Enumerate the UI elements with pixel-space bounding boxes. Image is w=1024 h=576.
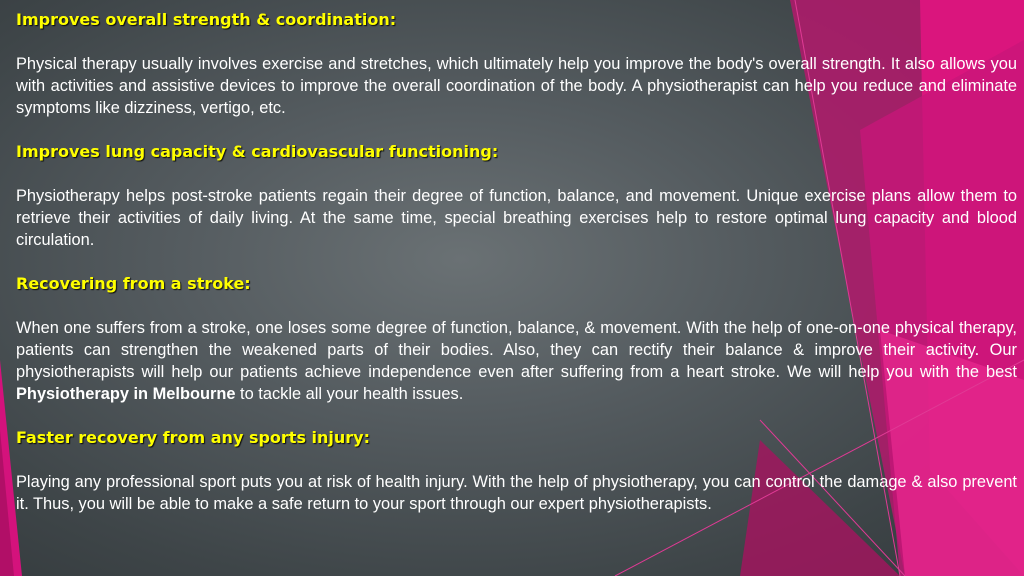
paragraph-text: When one suffers from a stroke, one loses some degree of function, balance, & movement. With the help of one-on-one physical therapy, patients can strengthen the weakened parts of their bodies. Also, they can rectify their balance & improve their activity. Our physiotherapists will help our patients achieve independence even after suffering from a heart stroke. We will help you with the best (16, 319, 1017, 381)
section-lung (16, 141, 1017, 251)
slide-content (16, 9, 1017, 537)
section-heading: Improves overall strength & coordination: (16, 10, 397, 29)
section-paragraph: Physiotherapy helps post-stroke patients regain their degree of function, balance, and movement. Unique exercise plans allow them to retrieve their activities of daily living. At the same time, special breathing exercises help to restore optimal lung capacity and blood circulation. (16, 187, 1017, 249)
physiotherapy-melbourne-link[interactable]: Physiotherapy in Melbourne (16, 385, 236, 403)
section-stroke (16, 273, 1017, 405)
section-paragraph: Physical therapy usually involves exercise and stretches, which ultimately help you improve the body's overall strength. It also allows you with activities and assistive devices to improve the overall coordination of the body. A physiotherapist can help you reduce and eliminate symptoms like dizziness, vertigo, etc. (16, 55, 1017, 117)
paragraph-text: to tackle all your health issues. (235, 385, 464, 403)
section-paragraph: Playing any professional sport puts you at risk of health injury. With the help of physiotherapy, you can control the damage & also prevent it. Thus, you will be able to make a safe return to your sport through our expert physiotherapists. (16, 473, 1017, 513)
section-paragraph (16, 317, 1017, 405)
section-sports (16, 427, 1017, 515)
section-strength (16, 9, 1017, 119)
section-heading: Improves lung capacity & cardiovascular functioning: (16, 142, 499, 161)
section-heading: Faster recovery from any sports injury: (16, 428, 371, 447)
section-heading: Recovering from a stroke: (16, 274, 251, 293)
